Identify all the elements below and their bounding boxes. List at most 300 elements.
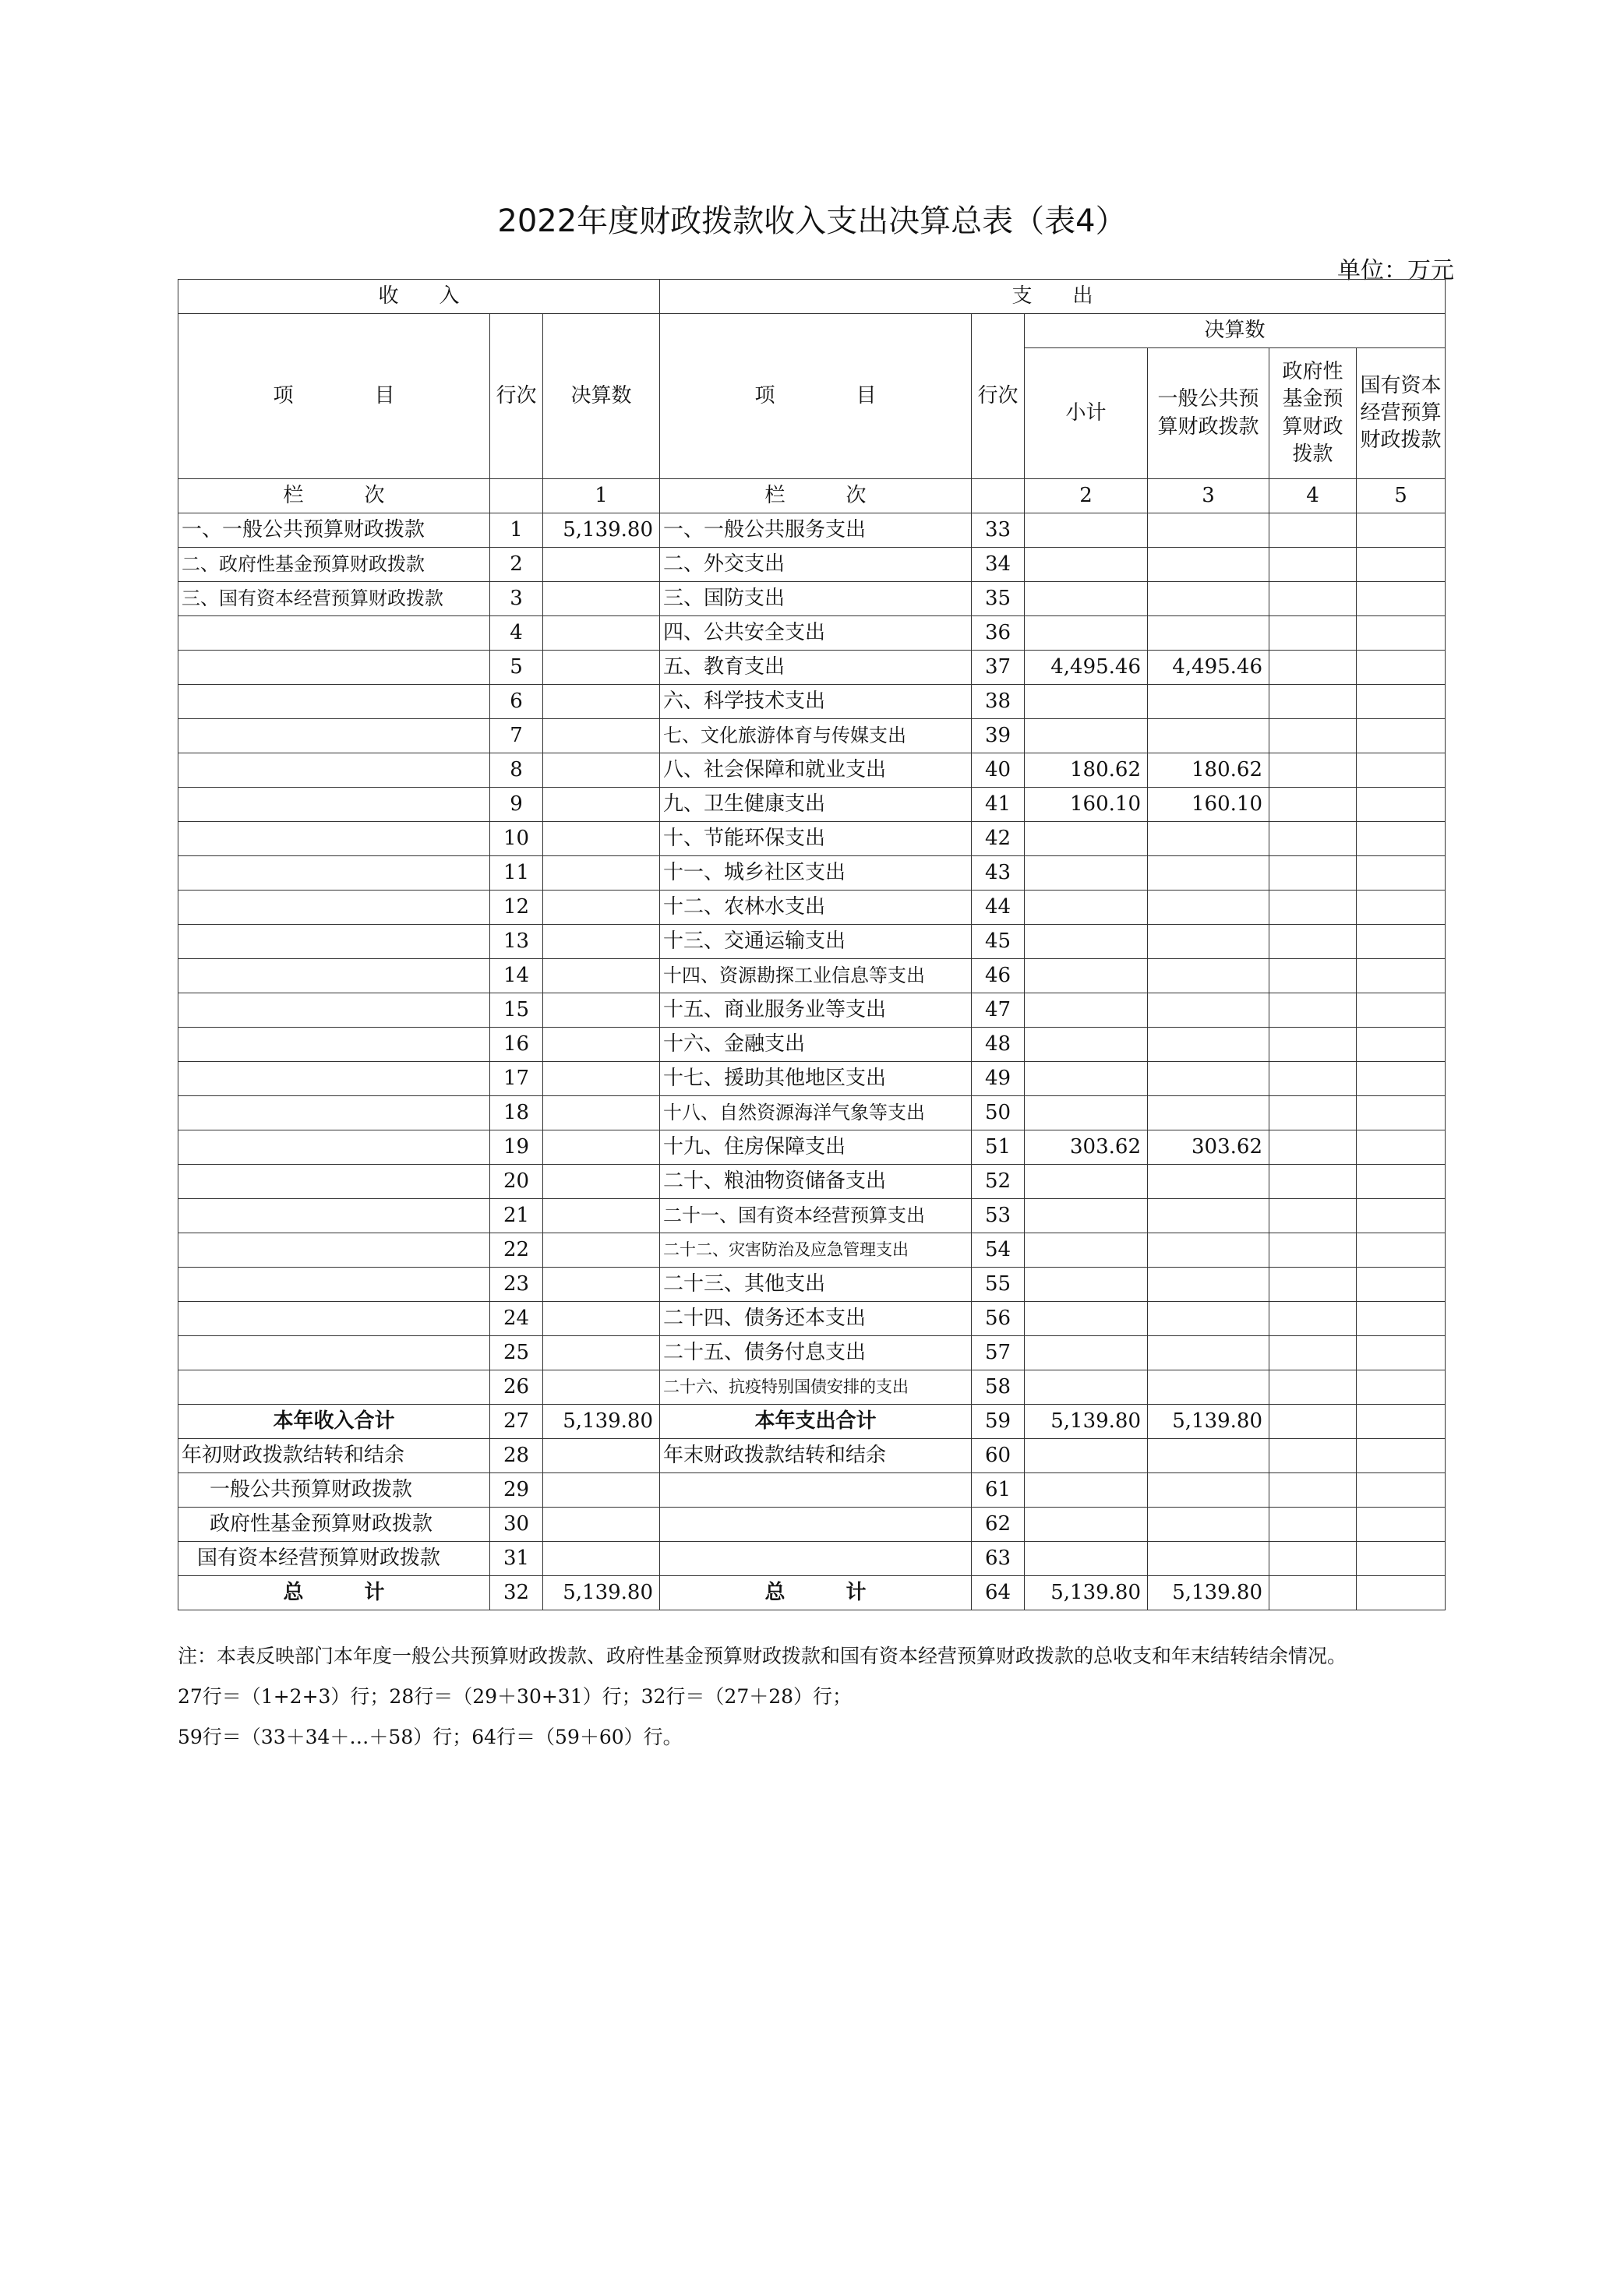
footnote: 27行＝（1+2+3）行；28行＝（29＋30+31）行；32行＝（27＋28）行； [178, 1685, 853, 1708]
expense-general-budget [1148, 1165, 1269, 1199]
expense-general-budget [1148, 1542, 1269, 1576]
table-row [178, 1028, 1446, 1062]
expense-general-budget [1148, 1370, 1269, 1405]
expense-state-capital [1357, 1062, 1446, 1096]
expense-subtotal: 180.62 [1025, 753, 1148, 788]
income-item: 政府性基金预算财政拨款 [178, 1508, 490, 1542]
expense-item: 十九、住房保障支出 [660, 1130, 972, 1165]
income-line-no: 7 [490, 719, 543, 753]
expense-state-capital [1357, 1405, 1446, 1439]
expense-gov-fund [1269, 1165, 1357, 1199]
income-line-no: 2 [490, 548, 543, 582]
expense-gov-fund [1269, 685, 1357, 719]
expense-state-capital [1357, 856, 1446, 891]
income-amount [543, 822, 660, 856]
income-amount [543, 651, 660, 685]
income-item [178, 891, 490, 925]
table-row [178, 1165, 1446, 1199]
expense-item: 十六、金融支出 [660, 1028, 972, 1062]
income-line-no: 9 [490, 788, 543, 822]
expense-state-capital [1357, 1370, 1446, 1405]
expense-item: 十四、资源勘探工业信息等支出 [660, 959, 972, 993]
expense-general-budget [1148, 993, 1269, 1028]
expense-item: 二十一、国有资本经营预算支出 [660, 1199, 972, 1233]
expense-item [660, 1473, 972, 1508]
expense-state-capital [1357, 1165, 1446, 1199]
expense-item: 十七、援助其他地区支出 [660, 1062, 972, 1096]
table-row [178, 582, 1446, 616]
table-row [178, 1576, 1446, 1610]
expense-state-capital [1357, 1302, 1446, 1336]
expense-subtotal [1025, 513, 1148, 548]
table-row [178, 616, 1446, 651]
expense-subtotal [1025, 822, 1148, 856]
income-line-no: 15 [490, 993, 543, 1028]
expense-line-no: 53 [972, 1199, 1025, 1233]
expense-item: 三、国防支出 [660, 582, 972, 616]
expense-gov-fund [1269, 993, 1357, 1028]
expense-gov-fund [1269, 788, 1357, 822]
budget-table [178, 279, 1446, 1610]
expense-item: 十二、农林水支出 [660, 891, 972, 925]
income-amount [543, 548, 660, 582]
column-number: 2 [1025, 479, 1148, 513]
expense-general-budget [1148, 1028, 1269, 1062]
table-row [178, 822, 1446, 856]
expense-general-budget [1148, 959, 1269, 993]
expense-item: 九、卫生健康支出 [660, 788, 972, 822]
expense-item: 一、一般公共服务支出 [660, 513, 972, 548]
income-item: 三、国有资本经营预算财政拨款 [178, 582, 490, 616]
expense-subtotal [1025, 719, 1148, 753]
expense-line-no: 50 [972, 1096, 1025, 1130]
expense-subtotal [1025, 1473, 1148, 1508]
expense-line-no: 44 [972, 891, 1025, 925]
income-line-no: 31 [490, 1542, 543, 1576]
income-item [178, 719, 490, 753]
expense-item: 二十四、债务还本支出 [660, 1302, 972, 1336]
expense-item: 二、外交支出 [660, 548, 972, 582]
expense-general-budget [1148, 1096, 1269, 1130]
expense-state-capital [1357, 959, 1446, 993]
income-line-no: 4 [490, 616, 543, 651]
income-item: 一般公共预算财政拨款 [178, 1473, 490, 1508]
expense-gov-fund [1269, 1199, 1357, 1233]
income-line-no: 17 [490, 1062, 543, 1096]
income-item: 二、政府性基金预算财政拨款 [178, 548, 490, 582]
expense-general-budget [1148, 1062, 1269, 1096]
expense-line-no: 64 [972, 1576, 1025, 1610]
expense-item: 总 计 [660, 1576, 972, 1610]
expense-state-capital [1357, 925, 1446, 959]
general-budget-header: 一般公共预算财政拨款 [1148, 348, 1269, 479]
state-capital-header: 国有资本经营预算财政拨款 [1357, 348, 1446, 479]
income-line-no: 29 [490, 1473, 543, 1508]
expense-state-capital [1357, 548, 1446, 582]
expense-state-capital [1357, 616, 1446, 651]
income-line-no: 26 [490, 1370, 543, 1405]
income-item [178, 1028, 490, 1062]
income-line-no: 19 [490, 1130, 543, 1165]
income-amount [543, 1268, 660, 1302]
expense-subtotal [1025, 856, 1148, 891]
expense-state-capital [1357, 1542, 1446, 1576]
expense-state-capital [1357, 1130, 1446, 1165]
expense-state-capital [1357, 651, 1446, 685]
expense-state-capital [1357, 822, 1446, 856]
income-item: 国有资本经营预算财政拨款 [178, 1542, 490, 1576]
table-row [178, 1336, 1446, 1370]
expense-gov-fund [1269, 513, 1357, 548]
table-row [178, 1096, 1446, 1130]
income-amount [543, 1096, 660, 1130]
income-line-no: 14 [490, 959, 543, 993]
expense-general-budget [1148, 822, 1269, 856]
income-amount [543, 616, 660, 651]
expense-subtotal [1025, 582, 1148, 616]
income-item [178, 788, 490, 822]
expense-state-capital [1357, 1096, 1446, 1130]
income-item: 总 计 [178, 1576, 490, 1610]
table-row [178, 1199, 1446, 1233]
column-number: 3 [1148, 479, 1269, 513]
expense-state-capital [1357, 685, 1446, 719]
table-row [178, 1062, 1446, 1096]
income-line-no: 21 [490, 1199, 543, 1233]
expense-line-no: 38 [972, 685, 1025, 719]
expense-gov-fund [1269, 1439, 1357, 1473]
table-row [178, 651, 1446, 685]
expense-general-budget [1148, 513, 1269, 548]
income-line-no: 28 [490, 1439, 543, 1473]
table-row [178, 959, 1446, 993]
expense-item: 本年支出合计 [660, 1405, 972, 1439]
income-line-no: 20 [490, 1165, 543, 1199]
expense-gov-fund [1269, 1302, 1357, 1336]
income-amount: 5,139.80 [543, 1576, 660, 1610]
income-line-no: 1 [490, 513, 543, 548]
income-header: 收 入 [178, 280, 660, 314]
expense-line-no: 55 [972, 1268, 1025, 1302]
expense-state-capital [1357, 1508, 1446, 1542]
expense-line-no: 41 [972, 788, 1025, 822]
expense-item [660, 1508, 972, 1542]
expense-general-budget [1148, 1199, 1269, 1233]
footnote: 59行＝（33＋34＋…＋58）行；64行＝（59＋60）行。 [178, 1726, 683, 1748]
expense-line-no: 46 [972, 959, 1025, 993]
expense-line-no: 59 [972, 1405, 1025, 1439]
income-amount [543, 1233, 660, 1268]
income-amount [543, 1508, 660, 1542]
expense-gov-fund [1269, 925, 1357, 959]
table-row [178, 1370, 1446, 1405]
table-row [178, 1233, 1446, 1268]
expense-gov-fund [1269, 822, 1357, 856]
expense-gov-fund [1269, 1473, 1357, 1508]
expense-subtotal [1025, 1542, 1148, 1576]
expense-general-budget [1148, 856, 1269, 891]
income-amount [543, 959, 660, 993]
expense-line-no-header: 行次 [972, 314, 1025, 479]
expense-item: 八、社会保障和就业支出 [660, 753, 972, 788]
expense-state-capital [1357, 891, 1446, 925]
income-amount [543, 993, 660, 1028]
expense-subtotal [1025, 891, 1148, 925]
table-row [178, 891, 1446, 925]
expense-general-budget: 180.62 [1148, 753, 1269, 788]
expense-general-budget [1148, 1473, 1269, 1508]
column-number: 1 [543, 479, 660, 513]
expense-gov-fund [1269, 1062, 1357, 1096]
income-amount [543, 1165, 660, 1199]
column-number: 5 [1357, 479, 1446, 513]
expense-general-budget [1148, 925, 1269, 959]
expense-item: 十八、自然资源海洋气象等支出 [660, 1096, 972, 1130]
column-label: 栏 次 [178, 479, 490, 513]
table-row [178, 1130, 1446, 1165]
expense-line-no: 60 [972, 1439, 1025, 1473]
expense-subtotal [1025, 1370, 1148, 1405]
footnotes [178, 1636, 1487, 1758]
expense-state-capital [1357, 719, 1446, 753]
expense-general-budget [1148, 685, 1269, 719]
column-number: 4 [1269, 479, 1357, 513]
income-item [178, 1165, 490, 1199]
expense-item: 十三、交通运输支出 [660, 925, 972, 959]
expense-subtotal [1025, 1233, 1148, 1268]
expense-item-header: 项 目 [660, 314, 972, 479]
expense-item: 五、教育支出 [660, 651, 972, 685]
income-amount [543, 891, 660, 925]
expense-item: 六、科学技术支出 [660, 685, 972, 719]
expense-general-budget [1148, 1233, 1269, 1268]
income-amount [543, 1542, 660, 1576]
expense-line-no: 40 [972, 753, 1025, 788]
expense-state-capital [1357, 1028, 1446, 1062]
income-amount: 5,139.80 [543, 1405, 660, 1439]
table-row [178, 685, 1446, 719]
expense-gov-fund [1269, 1576, 1357, 1610]
expense-general-budget: 4,495.46 [1148, 651, 1269, 685]
expense-subtotal [1025, 616, 1148, 651]
table-row [178, 1508, 1446, 1542]
expense-general-budget: 160.10 [1148, 788, 1269, 822]
expense-gov-fund [1269, 1096, 1357, 1130]
income-item: 本年收入合计 [178, 1405, 490, 1439]
expense-state-capital [1357, 1268, 1446, 1302]
income-item [178, 1336, 490, 1370]
expense-general-budget [1148, 616, 1269, 651]
expense-header: 支 出 [660, 280, 1446, 314]
expense-subtotal [1025, 1508, 1148, 1542]
expense-subtotal [1025, 993, 1148, 1028]
expense-gov-fund [1269, 548, 1357, 582]
income-line-no: 30 [490, 1508, 543, 1542]
income-amount [543, 1130, 660, 1165]
income-line-no: 6 [490, 685, 543, 719]
expense-item: 四、公共安全支出 [660, 616, 972, 651]
column-label-blank [972, 479, 1025, 513]
table-row [178, 548, 1446, 582]
page-title: 2022年度财政拨款收入支出决算总表（表4） [497, 203, 1127, 239]
expense-state-capital [1357, 1473, 1446, 1508]
footnote: 注：本表反映部门本年度一般公共预算财政拨款、政府性基金预算财政拨款和国有资本经营预算财政拨款的总收支和年末结转结余情况。 [178, 1645, 1347, 1667]
expense-general-budget [1148, 1268, 1269, 1302]
table-row [178, 1302, 1446, 1336]
table-row [178, 1268, 1446, 1302]
expense-state-capital [1357, 1233, 1446, 1268]
income-amount [543, 925, 660, 959]
income-amount: 5,139.80 [543, 513, 660, 548]
income-line-no: 24 [490, 1302, 543, 1336]
expense-subtotal: 303.62 [1025, 1130, 1148, 1165]
income-amount [543, 1199, 660, 1233]
expense-general-budget: 303.62 [1148, 1130, 1269, 1165]
income-line-no: 3 [490, 582, 543, 616]
expense-state-capital [1357, 993, 1446, 1028]
expense-line-no: 61 [972, 1473, 1025, 1508]
expense-state-capital [1357, 513, 1446, 548]
expense-line-no: 42 [972, 822, 1025, 856]
expense-gov-fund [1269, 959, 1357, 993]
expense-gov-fund [1269, 616, 1357, 651]
expense-item [660, 1542, 972, 1576]
expense-gov-fund [1269, 582, 1357, 616]
income-amount [543, 1336, 660, 1370]
expense-state-capital [1357, 788, 1446, 822]
expense-gov-fund [1269, 1336, 1357, 1370]
expense-gov-fund [1269, 1028, 1357, 1062]
expense-general-budget [1148, 548, 1269, 582]
gov-fund-header: 政府性基金预算财政拨款 [1269, 348, 1357, 479]
expense-general-budget [1148, 1336, 1269, 1370]
table-row [178, 753, 1446, 788]
table-row [178, 788, 1446, 822]
income-line-no: 16 [490, 1028, 543, 1062]
expense-line-no: 47 [972, 993, 1025, 1028]
expense-subtotal: 160.10 [1025, 788, 1148, 822]
expense-gov-fund [1269, 891, 1357, 925]
income-line-no: 13 [490, 925, 543, 959]
expense-subtotal [1025, 959, 1148, 993]
expense-subtotal [1025, 1028, 1148, 1062]
expense-general-budget [1148, 1508, 1269, 1542]
income-line-no: 18 [490, 1096, 543, 1130]
income-item: 一、一般公共预算财政拨款 [178, 513, 490, 548]
income-amount [543, 1439, 660, 1473]
income-line-no-header: 行次 [490, 314, 543, 479]
expense-line-no: 52 [972, 1165, 1025, 1199]
expense-general-budget [1148, 1302, 1269, 1336]
expense-general-budget [1148, 891, 1269, 925]
expense-subtotal: 5,139.80 [1025, 1405, 1148, 1439]
expense-item: 二十、粮油物资储备支出 [660, 1165, 972, 1199]
table-row [178, 993, 1446, 1028]
income-amount-header: 决算数 [543, 314, 660, 479]
expense-item: 二十五、债务付息支出 [660, 1336, 972, 1370]
income-item [178, 651, 490, 685]
amount-group-header: 决算数 [1025, 314, 1446, 348]
expense-state-capital [1357, 1576, 1446, 1610]
income-item [178, 685, 490, 719]
income-item [178, 856, 490, 891]
expense-gov-fund [1269, 1542, 1357, 1576]
income-item [178, 1062, 490, 1096]
expense-gov-fund [1269, 1233, 1357, 1268]
income-amount [543, 719, 660, 753]
expense-subtotal: 5,139.80 [1025, 1576, 1148, 1610]
expense-subtotal: 4,495.46 [1025, 651, 1148, 685]
expense-gov-fund [1269, 856, 1357, 891]
income-amount [543, 856, 660, 891]
expense-general-budget [1148, 1439, 1269, 1473]
income-line-no: 22 [490, 1233, 543, 1268]
expense-item: 年末财政拨款结转和结余 [660, 1439, 972, 1473]
expense-subtotal [1025, 1165, 1148, 1199]
income-item [178, 1268, 490, 1302]
table-row [178, 856, 1446, 891]
column-label-blank [490, 479, 543, 513]
expense-line-no: 56 [972, 1302, 1025, 1336]
income-line-no: 8 [490, 753, 543, 788]
expense-state-capital [1357, 582, 1446, 616]
income-item [178, 925, 490, 959]
column-label: 栏 次 [660, 479, 972, 513]
expense-gov-fund [1269, 1370, 1357, 1405]
income-item [178, 993, 490, 1028]
expense-item: 十、节能环保支出 [660, 822, 972, 856]
income-amount [543, 685, 660, 719]
expense-line-no: 54 [972, 1233, 1025, 1268]
income-line-no: 32 [490, 1576, 543, 1610]
expense-state-capital [1357, 1439, 1446, 1473]
expense-line-no: 45 [972, 925, 1025, 959]
expense-line-no: 62 [972, 1508, 1025, 1542]
expense-line-no: 36 [972, 616, 1025, 651]
income-amount [543, 1028, 660, 1062]
expense-line-no: 39 [972, 719, 1025, 753]
expense-gov-fund [1269, 1130, 1357, 1165]
income-item [178, 1233, 490, 1268]
income-item [178, 1096, 490, 1130]
expense-gov-fund [1269, 753, 1357, 788]
income-line-no: 10 [490, 822, 543, 856]
expense-line-no: 33 [972, 513, 1025, 548]
expense-line-no: 58 [972, 1370, 1025, 1405]
income-amount [543, 1473, 660, 1508]
income-item [178, 753, 490, 788]
income-item [178, 822, 490, 856]
expense-item: 十五、商业服务业等支出 [660, 993, 972, 1028]
expense-line-no: 37 [972, 651, 1025, 685]
table-row [178, 513, 1446, 548]
expense-state-capital [1357, 753, 1446, 788]
table-row [178, 1405, 1446, 1439]
income-item [178, 1302, 490, 1336]
expense-subtotal [1025, 1336, 1148, 1370]
income-amount [543, 1062, 660, 1096]
expense-item: 七、文化旅游体育与传媒支出 [660, 719, 972, 753]
subtotal-header: 小计 [1025, 348, 1148, 479]
income-line-no: 5 [490, 651, 543, 685]
expense-line-no: 43 [972, 856, 1025, 891]
income-amount [543, 1302, 660, 1336]
expense-gov-fund [1269, 651, 1357, 685]
expense-general-budget: 5,139.80 [1148, 1576, 1269, 1610]
expense-item: 二十二、灾害防治及应急管理支出 [660, 1233, 972, 1268]
expense-line-no: 34 [972, 548, 1025, 582]
income-line-no: 25 [490, 1336, 543, 1370]
